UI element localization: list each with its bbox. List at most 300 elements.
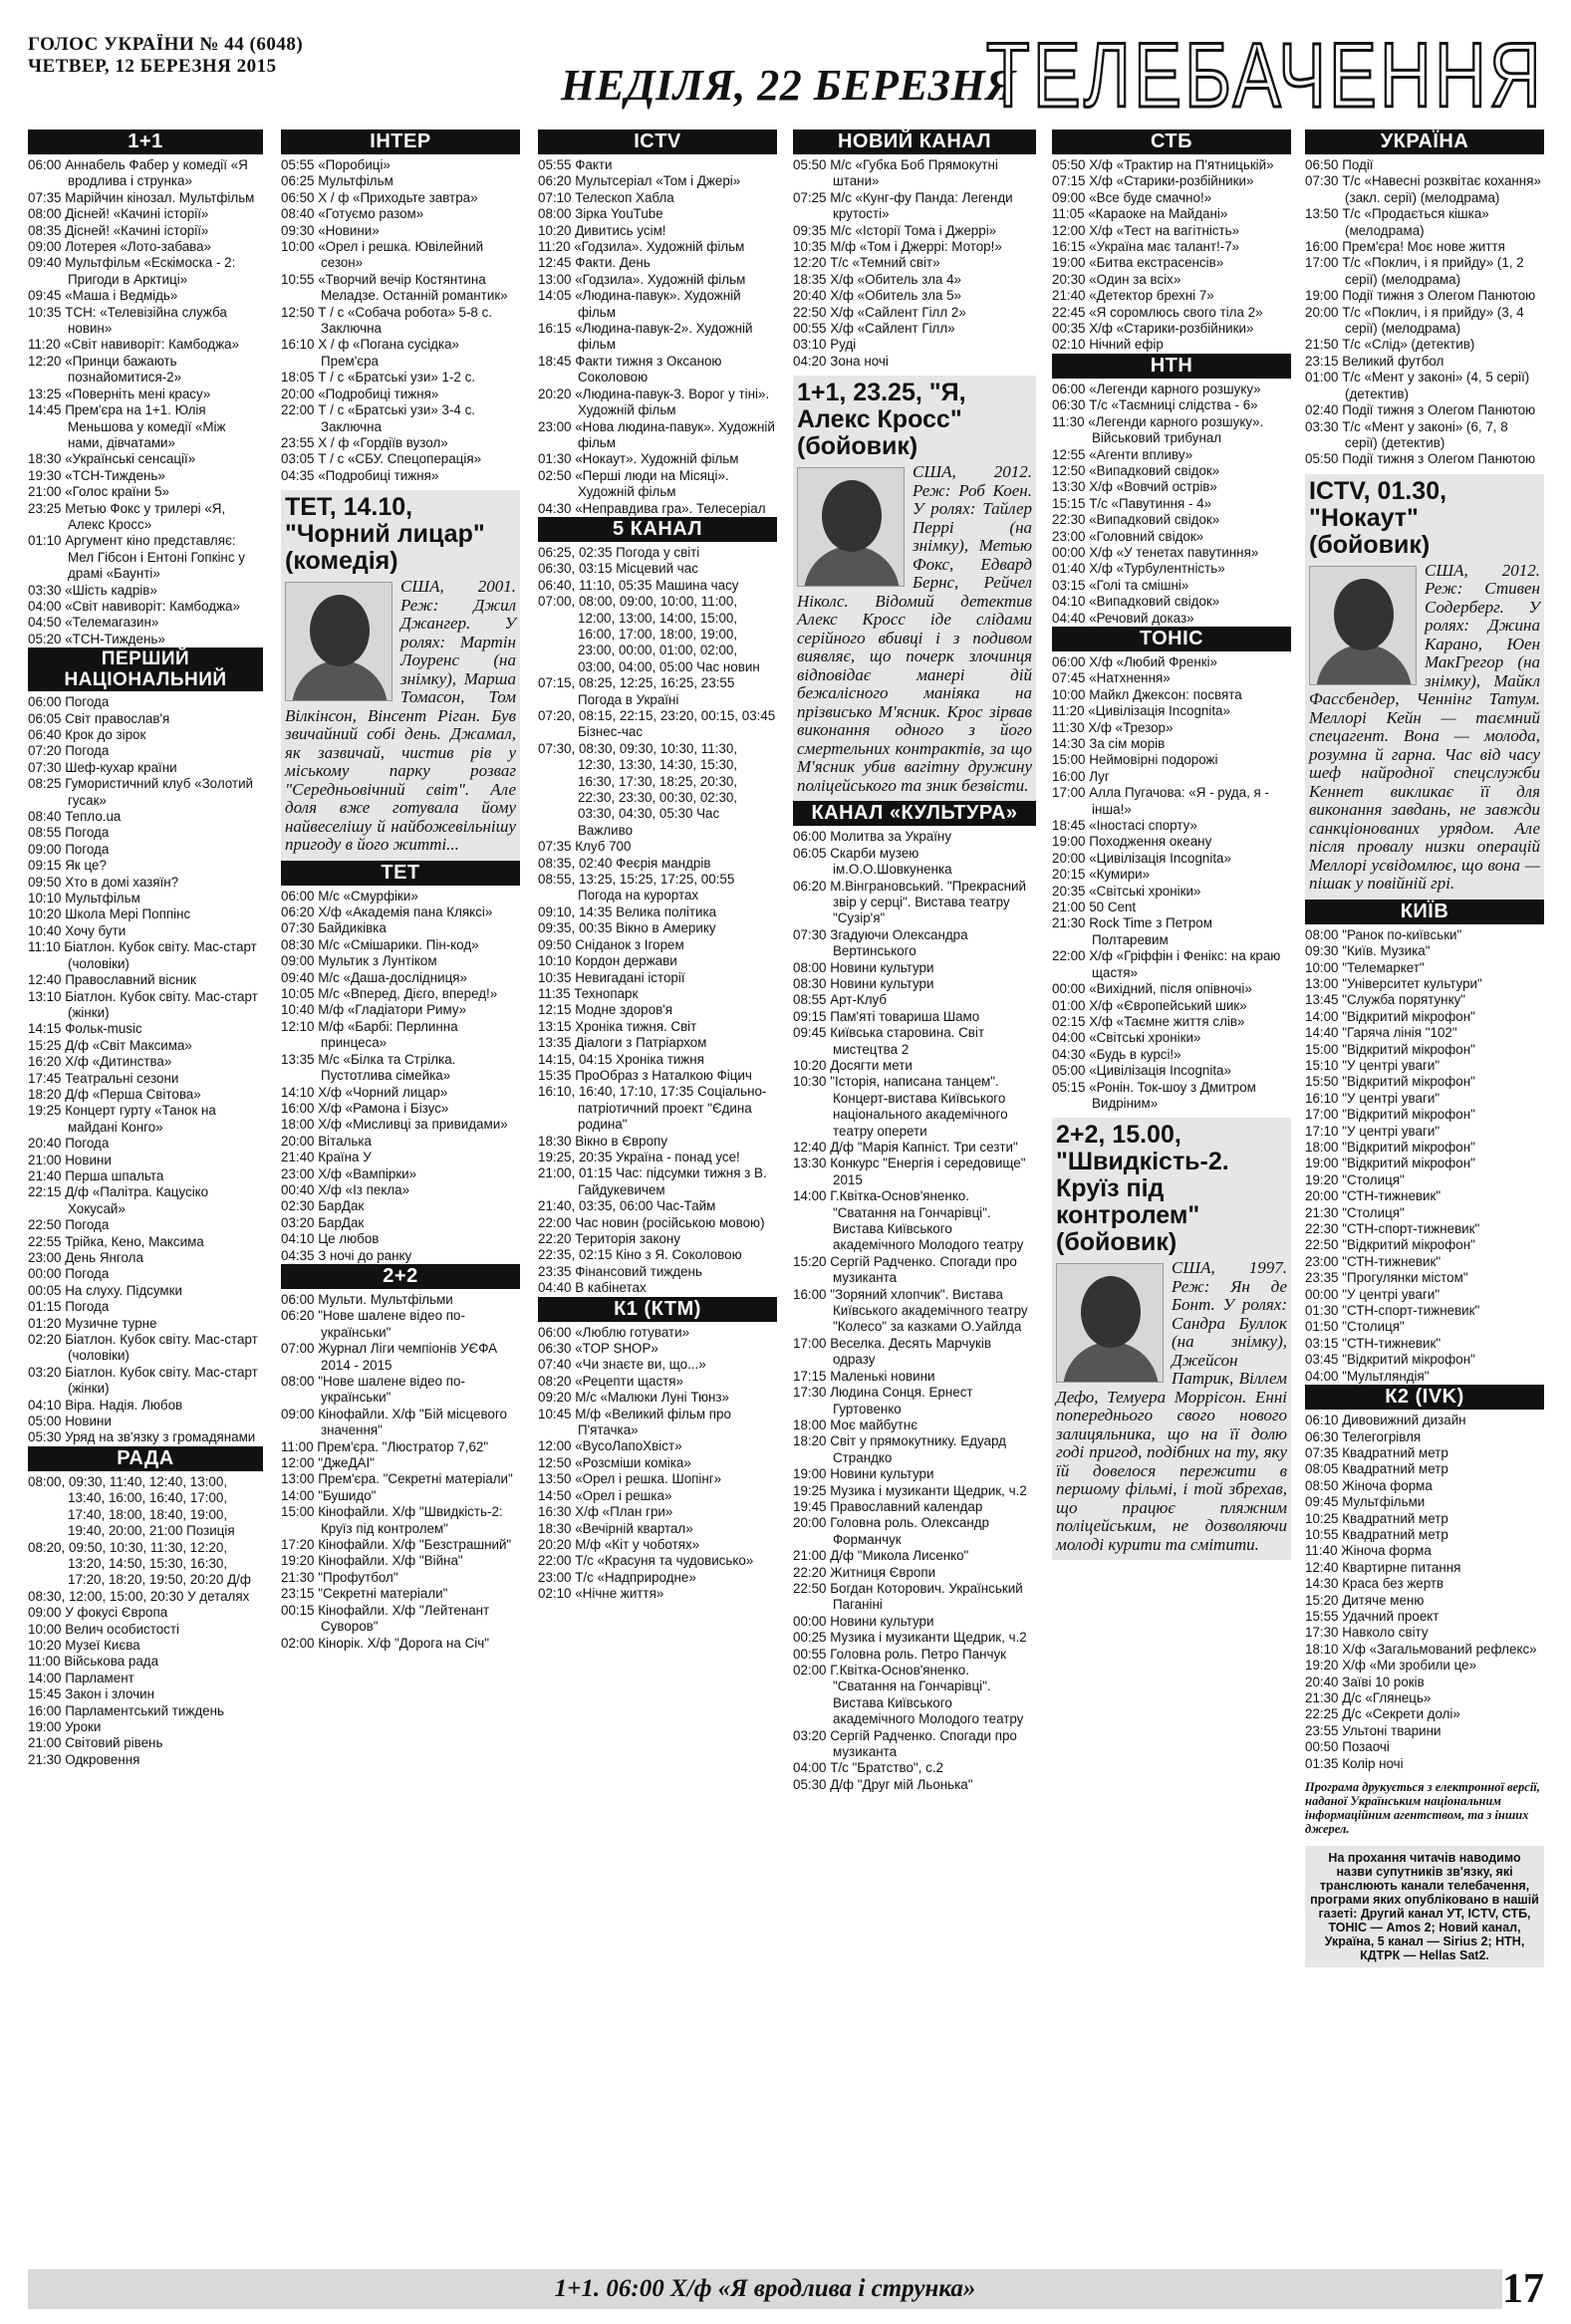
program-item: 08:30 Новини культури (793, 975, 934, 991)
program-item: 08:05 Квадратний метр (1305, 1461, 1448, 1477)
program-item: 21:00 Світовий рівень (28, 1735, 163, 1751)
channel-ukraina (1305, 129, 1544, 468)
program-item: 14:15, 04:15 Хроніка тижня (538, 1051, 704, 1067)
program-item: 18:00 Х/ф «Мисливці за привидами» (281, 1117, 508, 1133)
program-item: 12:20 Т/с «Темний світ» (793, 255, 940, 271)
program-item: 04:10 Це любов (281, 1231, 380, 1247)
program-item: 23:35 "Прогулянки містом" (1305, 1270, 1468, 1286)
program-item: 12:15 Модне здоров'я (538, 1002, 672, 1018)
program-item: 06:40 Крок до зірок (28, 727, 146, 742)
program-item: 15:20 Сергій Радченко. Спогади про музиканта (793, 1253, 1017, 1286)
program-item: 15:20 Дитяче меню (1305, 1592, 1425, 1608)
program-item: 07:15 Х/ф «Старики-розбійники» (1052, 173, 1254, 189)
program-item: 17:00 Т/с «Поклич, і я прийду» (1, 2 серії) (мелодрама) (1305, 255, 1524, 287)
source-note: Програма друкується з електронної версії, наданої Українським національним інформаційним агентством, та з інших джерел. (1305, 1780, 1540, 1837)
program-item: 20:40 Погода (28, 1136, 110, 1152)
column-3 (538, 129, 777, 2261)
program-item: 23:15 "Секретні матеріали" (281, 1586, 448, 1602)
section-title: ТЕЛЕБАЧЕННЯ (986, 25, 1544, 127)
program-item: 06:05 Світ православ'я (28, 710, 170, 726)
program-item: 09:45 Мультфільми (1305, 1494, 1426, 1510)
program-item: 09:20 М/с «Малюки Луні Тюнз» (538, 1390, 729, 1406)
program-item: 02:10 Нічний ефір (1052, 337, 1164, 353)
program-item: 18:20 Д/ф «Перша Світова» (28, 1086, 201, 1102)
program-item: 12:50 «Розсміши коміка» (538, 1454, 691, 1470)
program-item: 04:40 «Речовий доказ» (1052, 610, 1194, 626)
program-item: 09:40 М/с «Даша-дослідниця» (281, 969, 467, 985)
program-item: 17:00 "Відкритий мікрофон" (1305, 1107, 1475, 1123)
program-item: 21:00 Новини (28, 1152, 112, 1167)
program-item: 07:35 Квадратний метр (1305, 1444, 1448, 1460)
program-item: 16:00 Прем'єра! Моє нове життя (1305, 239, 1505, 255)
program-item: 08:30 М/с «Смішарики. Пін-код» (281, 936, 479, 952)
program-item: 18:00 "Відкритий мікрофон" (1305, 1140, 1475, 1155)
channel-stb (1052, 129, 1291, 354)
page-header (28, 25, 1544, 127)
program-item: 08:55 Погода (28, 825, 110, 841)
program-item: 15:35 ПроОбраз з Наталкою Фіцич (538, 1067, 752, 1083)
column-1 (28, 129, 263, 2261)
program-item: 19:00 «Битва екстрасенсів» (1052, 255, 1224, 271)
program-item: 10:40 Хочу бути (28, 922, 127, 938)
program-item: 04:40 В кабінетах (538, 1280, 647, 1296)
channel-kultura (793, 801, 1036, 1793)
program-item: 01:40 Х/ф «Турбулентність» (1052, 561, 1225, 577)
program-item: 19:25 Музика і музиканти Щедрик, ч.2 (793, 1482, 1027, 1498)
newspaper-name: ГОЛОС УКРАЇНИ № 44 (6048) (28, 34, 304, 55)
program-item: 13:35 М/с «Білка та Стрілка. Пустотлива сімейка» (281, 1051, 456, 1084)
program-item: 01:15 Погода (28, 1299, 110, 1315)
program-item: 19:30 «ТСН-Тиждень» (28, 467, 165, 483)
program-item: 02:30 БарДак (281, 1198, 365, 1214)
channel-header: КАНАЛ «КУЛЬТУРА» (793, 801, 1036, 826)
program-item: 10:20 Школа Мері Поппінс (28, 906, 191, 922)
program-item: 21:50 Т/с «Слід» (детектив) (1305, 337, 1475, 353)
program-item: 06:00 Х/ф «Любий Френкі» (1052, 653, 1217, 669)
program-item: 05:30 Д/ф "Друг мій Льонька" (793, 1776, 973, 1792)
program-item: 15:10 "У центрі уваги" (1305, 1057, 1440, 1073)
page-footer (28, 2266, 1544, 2312)
program-item: 18:10 Х/ф «Загальмований рефлекс» (1305, 1641, 1537, 1657)
program-item: 16:00 "Зоряний хлопчик". Вистава Київського академічного театру "Колесо" за казками О.Уайлда (793, 1286, 1028, 1335)
program-item: 18:30 «Вечірній квартал» (538, 1520, 693, 1536)
channel-tonis (1052, 627, 1291, 1112)
program-item: 18:30 «Українські сенсації» (28, 451, 196, 467)
program-item: 04:35 З ночі до ранку (281, 1247, 412, 1263)
program-item: 11:20 «Годзила». Художній фільм (538, 239, 745, 255)
program-item: 06:00 «Легенди карного розшуку» (1052, 381, 1261, 396)
review-title: 1+1, 23.25, "Я, Алекс Кросс" (бойовик) (797, 379, 966, 461)
program-item: 19:20 Х/ф «Ми зробили це» (1305, 1658, 1477, 1674)
program-item: 19:00 "Відкритий мікрофон" (1305, 1156, 1475, 1171)
program-item: 14:45 Прем'єра на 1+1. Юлія Меньшова у комедії «Між нами, дівчатами» (28, 402, 226, 450)
program-item: 08:00 "Ранок по-київськи" (1305, 926, 1462, 942)
program-item: 07:35 Марійчин кінозал. Мультфільм (28, 189, 255, 205)
program-item: 05:30 Уряд на зв'язку з громадянами (28, 1429, 256, 1445)
program-item: 12:40 Д/ф "Марія Капніст. Три сезти" (793, 1140, 1018, 1155)
program-item: 21:00 50 Cent (1052, 900, 1137, 915)
program-item: 05:20 «ТСН-Тиждень» (28, 631, 165, 646)
program-item: 11:30 «Легенди карного розшуку». Військовий трибунал (1052, 413, 1264, 446)
program-item: 09:00 Мультик з Лунтіком (281, 953, 437, 969)
program-item: 00:55 Головна роль. Петро Панчук (793, 1646, 1007, 1662)
program-item: 14:15 Фольк-music (28, 1021, 142, 1037)
review-body: США, 1997. Реж: Ян де Бонт. У ролях: Сандра Буллок (на знімку), Джейсон Патрик, Віллем Дефо, Темуера Моррісон. Енні попереднього свого нового залицяльника, що на її долю годі пригод, подібних на ту, яку їй довелося пережити в першому фільмі, і той збрехав, що працює пляжним поліцейським, не дозволяючи молоді курити та смітити. (1056, 1258, 1287, 1554)
channel-k2 (1305, 1385, 1544, 1772)
program-item: 23:00 «Головний свідок» (1052, 528, 1204, 544)
program-item: 10:30 "Історія, написана танцем". Концерт-вистава Київського національного академічного театру оперети (793, 1074, 1008, 1139)
review-body: США, 2012. Реж: Стивен Содерберг. У ролях: Джина Карано, Юен МакГрегор (на знімку), Майкл Фассбендер, Ченнінг Татум. Меллорі Кейн — таємний спецагент. Вона — молода, розумна й гарна. Час від часу шеф найродної спецслужби Кеннет викликає її для виконання завдань, не завжди санкціонованих урядом. Але після провалу низки операцій Меллорі усвідомлює, що вона — пішак у повійній грі. (1309, 560, 1540, 894)
program-item: 04:00 "Мультляндія" (1305, 1368, 1430, 1384)
program-item: 23:55 Х / ф «Гордіїв вузол» (281, 434, 448, 450)
column-2 (281, 129, 520, 2261)
program-item: 16:15 «Людина-павук-2». Художній фільм (538, 321, 753, 353)
program-item: 12:50 Т / с «Собача робота» 5-8 с. Заключна (281, 304, 493, 337)
program-item: 06:00 Молитва за Україну (793, 829, 952, 845)
program-item: 11:40 Жіноча форма (1305, 1543, 1432, 1559)
program-item: 13:30 Х/ф «Вовчий острів» (1052, 479, 1217, 495)
program-item: 00:50 Позаочі (1305, 1739, 1390, 1755)
program-item: 22:35, 02:15 Кіно з Я. Соколовою (538, 1247, 742, 1263)
program-item: 16:30 Х/ф «План гри» (538, 1504, 673, 1520)
page-number: 17 (1502, 2266, 1544, 2312)
channel-kyiv (1305, 900, 1544, 1385)
program-item: 02:50 «Перші люди на Місяці». Художній фільм (538, 467, 729, 500)
program-item: 09:40 Мультфільм «Ескімоска - 2: Пригоди в Арктиці» (28, 255, 236, 287)
program-item: 20:15 «Кумири» (1052, 867, 1151, 883)
program-item: 13:10 Біатлон. Кубок світу. Мас-старт (жінки) (28, 988, 258, 1020)
program-item: 08:00 "Нове шалене відео по-українськи" (281, 1374, 465, 1406)
program-item: 19:00 Походження океану (1052, 834, 1212, 850)
program-item: 07:35 Клуб 700 (538, 839, 632, 855)
program-item: 13:15 Хроніка тижня. Світ (538, 1018, 697, 1034)
channel-1plus1 (28, 129, 263, 647)
channel-ictv (538, 129, 777, 517)
program-item: 09:15 Як це? (28, 858, 107, 874)
program-item: 22:00 Т / с «Братські узи» 3-4 с. Заключна (281, 402, 476, 434)
program-item: 13:00 "Університет культури" (1305, 975, 1482, 991)
program-item: 17:10 "У центрі уваги" (1305, 1123, 1440, 1139)
program-item: 20:40 Х/ф «Обитель зла 5» (793, 288, 961, 304)
program-item: 06:05 Скарби музею ім.О.О.Шовкуненка (793, 845, 952, 878)
program-item: 14:05 «Людина-павук». Художній фільм (538, 288, 741, 320)
program-item: 10:35 М/ф «Том і Джеррі: Мотор!» (793, 239, 1002, 255)
program-item: 19:20 "Столиця" (1305, 1171, 1405, 1187)
program-item: 22:00 Х/ф «Гріффін і Фенікс: на краю щастя» (1052, 948, 1281, 980)
program-item: 23:00 "СТН-тижневик" (1305, 1253, 1441, 1269)
review-title: ТЕТ, 14.10, "Чорний лицар" (комедія) (285, 493, 485, 576)
program-item: 17:20 Кінофайли. Х/ф "Безстрашний" (281, 1537, 512, 1553)
program-item: 00:00 "У центрі уваги" (1305, 1286, 1440, 1302)
program-item: 00:35 Х/ф «Старики-розбійники» (1052, 321, 1254, 337)
program-item: 18:45 «Іностасі спорту» (1052, 818, 1197, 834)
actor-photo (285, 582, 393, 701)
program-item: 06:30 Телегогрівля (1305, 1428, 1422, 1444)
program-item: 07:40 «Чи знаєте ви, що...» (538, 1357, 706, 1373)
program-item: 02:20 Біатлон. Кубок світу. Мас-старт (чоловіки) (28, 1332, 258, 1364)
program-item: 04:10 Віра. Надія. Любов (28, 1397, 183, 1413)
program-item: 13:50 «Орел і решка. Шопінг» (538, 1471, 722, 1487)
channel-header: РАДА (28, 1446, 263, 1471)
program-item: 10:20 Музеї Києва (28, 1637, 140, 1653)
program-item: 08:00 Дісней! «Качині історії» (28, 206, 209, 222)
program-item: 10:35 Невигадані історії (538, 969, 685, 985)
program-item: 04:30 «Неправдива гра». Телесеріал (538, 500, 766, 516)
program-item: 09:35, 00:35 Вікно в Америку (538, 920, 716, 936)
program-item: 21:40 «Детектор брехні 7» (1052, 288, 1214, 304)
program-item: 18:00 Моє майбутнє (793, 1417, 918, 1432)
channel-header: ICTV (538, 129, 777, 154)
program-item: 17:30 Людина Сонця. Ернест Гуртовенко (793, 1385, 973, 1417)
program-item: 05:55 «Поробиці» (281, 157, 391, 172)
actor-photo (797, 467, 905, 587)
program-item: 09:00 У фокусі Європа (28, 1605, 168, 1621)
program-item: 20:00 Т/с «Поклич, і я прийду» (3, 4 серії) (мелодрама) (1305, 304, 1524, 337)
program-item: 00:25 Музика і музиканти Щедрик, ч.2 (793, 1630, 1027, 1646)
program-item: 21:30 Д/с «Глянець» (1305, 1690, 1432, 1705)
program-item: 04:00 «Світ навиворіт: Камбоджа» (28, 598, 240, 614)
program-item: 07:15, 08:25, 12:25, 16:25, 23:55 Погода в Україні (538, 675, 735, 707)
program-item: 21:00 Д/ф "Микола Лисенко" (793, 1548, 969, 1564)
program-item: 01:30 "СТН-спорт-тижневик" (1305, 1303, 1480, 1319)
program-item: 02:00 Кінорік. Х/ф "Дорога на Січ" (281, 1635, 489, 1651)
program-item: 00:05 На слуху. Підсумки (28, 1282, 182, 1298)
program-item: 10:20 Дивитись усім! (538, 222, 666, 238)
program-item: 07:10 Телескоп Хабла (538, 189, 674, 205)
channel-header: ТОНІС (1052, 627, 1291, 651)
program-item: 14:00 Г.Квітка-Основ'яненко. "Сватання на Гончарівці". Вистава Київського академічного Молодого театру (793, 1188, 1024, 1253)
program-item: 14:00 Парламент (28, 1670, 134, 1685)
program-item: 03:05 Т / с «СБУ. Спецоперація» (281, 451, 482, 467)
review-black-knight (281, 490, 520, 861)
program-item: 17:15 Маленькі новини (793, 1368, 935, 1384)
program-item: 14:30 Краса без жертв (1305, 1576, 1444, 1592)
program-item: 19:00 Уроки (28, 1718, 102, 1734)
program-item: 13:00 «Годзила». Художній фільм (538, 271, 746, 287)
program-item: 21:30 Одкровення (28, 1751, 140, 1767)
program-item: 10:00 «Орел і решка. Ювілейний сезон» (281, 239, 484, 271)
program-item: 09:45 Київська старовина. Світ мистецтва 2 (793, 1025, 984, 1057)
program-item: 20:00 «Цивілізація Incognita» (1052, 850, 1231, 866)
program-item: 16:10, 16:40, 17:10, 17:35 Соціально-патріотичний проект "Єдина родина" (538, 1084, 767, 1133)
program-item: 22:50 Погода (28, 1217, 110, 1233)
program-item: 06:40, 11:10, 05:35 Машина часу (538, 577, 739, 593)
program-item: 11:20 «Світ навиворіт: Камбоджа» (28, 337, 239, 353)
program-item: 19:25 Концерт гурту «Танок на майдані Конго» (28, 1103, 216, 1135)
program-item: 10:45 М/ф «Великий фільм про П'ятачка» (538, 1406, 731, 1438)
program-item: 06:00 М/с «Смурфіки» (281, 888, 418, 904)
program-item: 03:20 Біатлон. Кубок світу. Мас-старт (жінки) (28, 1364, 258, 1397)
program-item: 19:20 Кінофайли. Х/ф "Війна" (281, 1553, 463, 1569)
review-body: США, 2001. Реж: Джил Джангер. У ролях: Мартін Лоуренс (на знімку), Марша Томасон, Том Вілкінсон, Вінсент Ріган. Був звичайний собі день. Джамал, як зазвичай, чистив рів у міському парку розваг "Середньовічний світ". Але доля вже готувала йому найвеселішу й найбожевільнішу пригоду в його житті... (285, 577, 516, 855)
program-item: 07:30 Шеф-кухар країни (28, 759, 177, 775)
program-item: 06:30 Т/с «Таємниці слідства - 6» (1052, 397, 1258, 413)
channel-inter (281, 129, 520, 484)
review-body: США, 2012. Реж: Роб Коен. У ролях: Тайлер Перрі (на знімку), Метью Фокс, Едвард Бернс, Рейчел Ніколс. Відомий детектив Алекс Кросс іде слідами серійного вбивці і з подивом виявляє, що почерк злочинця відповідає манері дій бежалісного маніяка на прізвисько М'ясник. Крос зірвав виконання одного з його смертельних контрактів, за що М'ясник убив вагітну дружину поліцейського та зник безвісти. (797, 462, 1032, 795)
program-item: 06:00 «Люблю готувати» (538, 1324, 690, 1340)
program-item: 02:10 «Нічне життя» (538, 1586, 664, 1602)
channel-header: УКРАЇНА (1305, 129, 1544, 154)
program-item: 05:50 Події тижня з Олегом Панютою (1305, 451, 1536, 467)
program-item: 17:00 Алла Пугачова: «Я - руда, я - інша!» (1052, 785, 1269, 817)
channel-header: ІНТЕР (281, 129, 520, 154)
program-item: 13:35 Діалоги з Патріархом (538, 1035, 707, 1051)
program-item: 11:35 Технопарк (538, 985, 639, 1001)
channel-header: К2 (IVK) (1305, 1385, 1544, 1410)
program-item: 14:40 "Гаряча лінія "102" (1305, 1025, 1457, 1041)
program-item: 12:00 «ВусоЛапоХвіст» (538, 1438, 682, 1454)
program-item: 15:15 Т/с «Павутиння - 4» (1052, 495, 1212, 511)
program-item: 15:00 "Відкритий мікрофон" (1305, 1041, 1475, 1057)
program-item: 16:00 Парламентський тиждень (28, 1702, 224, 1718)
program-item: 10:40 М/ф «Гладіатори Риму» (281, 1002, 467, 1018)
program-item: 07:25 М/с «Кунг-фу Панда: Легенди крутості» (793, 189, 1013, 222)
program-item: 06:25, 02:35 Погода у світі (538, 544, 700, 560)
program-item: 20:00 "СТН-тижневик" (1305, 1188, 1441, 1204)
channel-k1 (538, 1297, 777, 1603)
program-item: 16:10 Х / ф «Погана сусідка» Прем'єра (281, 337, 459, 369)
program-item: 13:45 "Служба порятунку" (1305, 992, 1466, 1008)
program-item: 10:05 М/с «Вперед, Дієго, вперед!» (281, 986, 498, 1002)
program-item: 06:50 Події (1305, 157, 1374, 172)
program-item: 18:05 Т / с «Братські узи» 1-2 с. (281, 370, 476, 386)
program-item: 09:15 Пам'яті товариша Шамо (793, 1008, 980, 1024)
program-item: 22:00 Час новин (російською мовою) (538, 1214, 765, 1230)
program-item: 01:35 Колір ночі (1305, 1755, 1404, 1771)
program-item: 01:20 Музичне турне (28, 1315, 157, 1331)
program-item: 12:20 «Принци бажають познайомитися-2» (28, 353, 182, 386)
program-item: 03:20 БарДак (281, 1214, 365, 1230)
program-item: 10:00 Майкл Джексон: посвята (1052, 686, 1242, 702)
program-item: 14:30 За сім морів (1052, 736, 1166, 751)
program-item: 21:30 "Профутбол" (281, 1569, 398, 1585)
program-item: 03:10 Руді (793, 337, 857, 353)
channel-header: К1 (КТМ) (538, 1297, 777, 1322)
program-item: 11:10 Біатлон. Кубок світу. Мас-старт (чоловіки) (28, 939, 257, 971)
program-item: 17:45 Театральні сезони (28, 1070, 179, 1086)
column-4 (793, 129, 1036, 2261)
program-item: 00:00 «Вихідний, після опівночі» (1052, 981, 1252, 997)
program-item: 06:20 М.Вінграновський. "Прекрасний звір у серці". Вистава театру "Сузір'я" (793, 878, 1026, 926)
program-item: 23:15 Великий футбол (1305, 353, 1444, 369)
masthead (28, 34, 303, 78)
program-item: 09:50 Хто в домі хазяїн? (28, 874, 179, 890)
program-item: 15:50 "Відкритий мікрофон" (1305, 1074, 1475, 1090)
program-item: 22:30 «Випадковий свідок» (1052, 512, 1220, 528)
program-item: 11:05 «Караоке на Майдані» (1052, 206, 1228, 222)
program-item: 12:50 «Випадковий свідок» (1052, 462, 1220, 478)
program-item: 14:50 «Орел і решка» (538, 1487, 672, 1503)
program-item: 08:00 Новини культури (793, 959, 934, 975)
program-item: 18:35 Х/ф «Обитель зла 4» (793, 271, 961, 287)
column-5 (1052, 129, 1291, 2261)
program-item: 18:20 Світ у прямокутнику. Едуард Страндко (793, 1433, 1006, 1465)
column-6 (1305, 129, 1544, 2261)
program-item: 06:20 Х/ф «Академія пана Кляксі» (281, 904, 493, 920)
program-item: 08:50 Жіноча форма (1305, 1477, 1433, 1493)
program-item: 04:35 «Подробиці тижня» (281, 467, 439, 483)
program-item: 09:00 «Все буде смачно!» (1052, 189, 1212, 205)
program-item: 08:35 Дісней! «Качині історії» (28, 222, 209, 238)
program-item: 09:35 М/с «Історії Тома і Джеррі» (793, 222, 997, 238)
program-item: 09:00 Лотерея «Лото-забава» (28, 239, 211, 255)
program-item: 04:00 «Світські хроніки» (1052, 1030, 1201, 1046)
program-item: 05:00 Новини (28, 1414, 112, 1429)
actor-photo (1309, 566, 1417, 685)
program-item: 10:10 Кордон держави (538, 953, 677, 969)
program-item: 06:20 "Нове шалене відео по-українськи" (281, 1308, 465, 1340)
program-item: 15:45 Закон і злочин (28, 1686, 154, 1702)
issue-date: ЧЕТВЕР, 12 БЕРЕЗНЯ 2015 (28, 56, 277, 77)
program-item: 01:00 Т/с «Мент у законі» (4, 5 серії) (детектив) (1305, 370, 1530, 401)
channel-tet (281, 861, 520, 1264)
channel-header: НТН (1052, 354, 1291, 379)
program-item: 07:30 Т/с «Навесні розквітає кохання» (закл. серії) (мелодрама) (1305, 173, 1541, 205)
program-item: 08:55, 13:25, 15:25, 17:25, 00:55 Погода на курортах (538, 872, 735, 904)
review-title: ICTV, 01.30, "Нокаут" (бойовик) (1309, 476, 1447, 559)
program-item: 20:35 «Світські хроніки» (1052, 883, 1201, 899)
program-item: 22:15 Д/ф «Палітра. Кацусіко Хокусай» (28, 1184, 209, 1216)
channel-header: НОВИЙ КАНАЛ (793, 129, 1036, 154)
channel-header: КИЇВ (1305, 900, 1544, 924)
program-item: 10:55 Квадратний метр (1305, 1526, 1448, 1542)
program-item: 05:00 «Цивілізація Incognita» (1052, 1063, 1231, 1079)
program-item: 14:00 "Бушидо" (281, 1487, 377, 1503)
program-item: 22:00 Т/с «Красуня та чудовисько» (538, 1553, 754, 1569)
program-item: 14:00 "Відкритий мікрофон" (1305, 1008, 1475, 1024)
program-item: 04:20 Зона ночі (793, 353, 889, 369)
channel-ntn (1052, 354, 1291, 627)
program-item: 12:00 Х/ф «Тест на вагітність» (1052, 222, 1240, 238)
program-item: 22:55 Трійка, Кено, Максима (28, 1233, 204, 1249)
program-item: 04:10 «Випадковий свідок» (1052, 594, 1220, 610)
program-item: 05:15 «Ронін. Ток-шоу з Дмитром Видріним» (1052, 1079, 1256, 1111)
channel-novyi (793, 129, 1036, 370)
program-item: 06:30 «TOP SHOP» (538, 1341, 658, 1357)
program-item: 17:00 Веселка. Десять Марчуків одразу (793, 1335, 991, 1368)
program-item: 01:50 "Столиця" (1305, 1319, 1405, 1335)
program-item: 10:00 "Телемаркет" (1305, 959, 1425, 975)
program-item: 21:30 Rock Time з Петром Полтаревим (1052, 915, 1212, 947)
program-item: 09:30 «Новини» (281, 222, 380, 238)
program-item: 09:10, 14:35 Велика політика (538, 904, 717, 919)
channel-2plus2 (281, 1264, 520, 1652)
program-item: 08:20 «Рецепти щастя» (538, 1373, 684, 1389)
program-item: 15:00 Неймовірні подорожі (1052, 752, 1218, 768)
channel-header: 1+1 (28, 129, 263, 154)
program-item: 00:15 Кінофайли. Х/ф "Лейтенант Суворов" (281, 1602, 490, 1635)
program-item: 15:00 Кінофайли. Х/ф "Швидкість-2: Круїз під контролем" (281, 1504, 503, 1536)
program-item: 00:00 Новини культури (793, 1613, 934, 1629)
program-item: 16:00 Луг (1052, 768, 1110, 784)
program-item: 05:55 Факти (538, 157, 613, 172)
program-item: 12:55 «Агенти впливу» (1052, 446, 1193, 462)
program-item: 02:40 Події тижня з Олегом Панютою (1305, 402, 1536, 418)
program-item: 22:25 Д/с «Секрети долі» (1305, 1706, 1460, 1722)
satellite-note: На прохання читачів наводимо назви супутників зв'язку, які транслюють канали телебачення, програми яких опубліковано в нашій газеті: Другий канал УТ, ICTV, СТБ, ТОНІС — Amos 2; Новий канал, Україна, 5 канал — Sirius 2; НТН, КДТРК — Hellas Sat2. (1305, 1846, 1544, 1967)
program-item: 22:20 Територія закону (538, 1231, 680, 1246)
program-item: 06:00 Мульти. Мультфільми (281, 1291, 453, 1307)
program-item: 08:30, 12:00, 15:00, 20:30 У деталях (28, 1588, 250, 1604)
program-item: 22:20 Житниця Європи (793, 1564, 936, 1580)
program-item: 02:00 Г.Квітка-Основ'яненко. "Сватання на Гончарівці". Вистава Київського академічного Молодого театру (793, 1663, 1024, 1727)
program-item: 03:30 Т/с «Мент у законі» (6, 7, 8 серії) (детектив) (1305, 418, 1508, 450)
program-item: 07:00, 08:00, 09:00, 10:00, 11:00, 12:00, 13:00, 14:00, 15:00, 16:00, 17:00, 18:00, 19:00, 23:00, 00:00, 01:00, 02:00, 03:00, 04:00, 05:00 Час новин (538, 594, 760, 674)
program-item: 20:00 «Подробиці тижня» (281, 386, 439, 401)
program-item: 05:50 Х/ф «Трактир на П'ятницькій» (1052, 157, 1274, 172)
review-speed-2 (1052, 1118, 1291, 1560)
channel-header: ТЕТ (281, 861, 520, 886)
